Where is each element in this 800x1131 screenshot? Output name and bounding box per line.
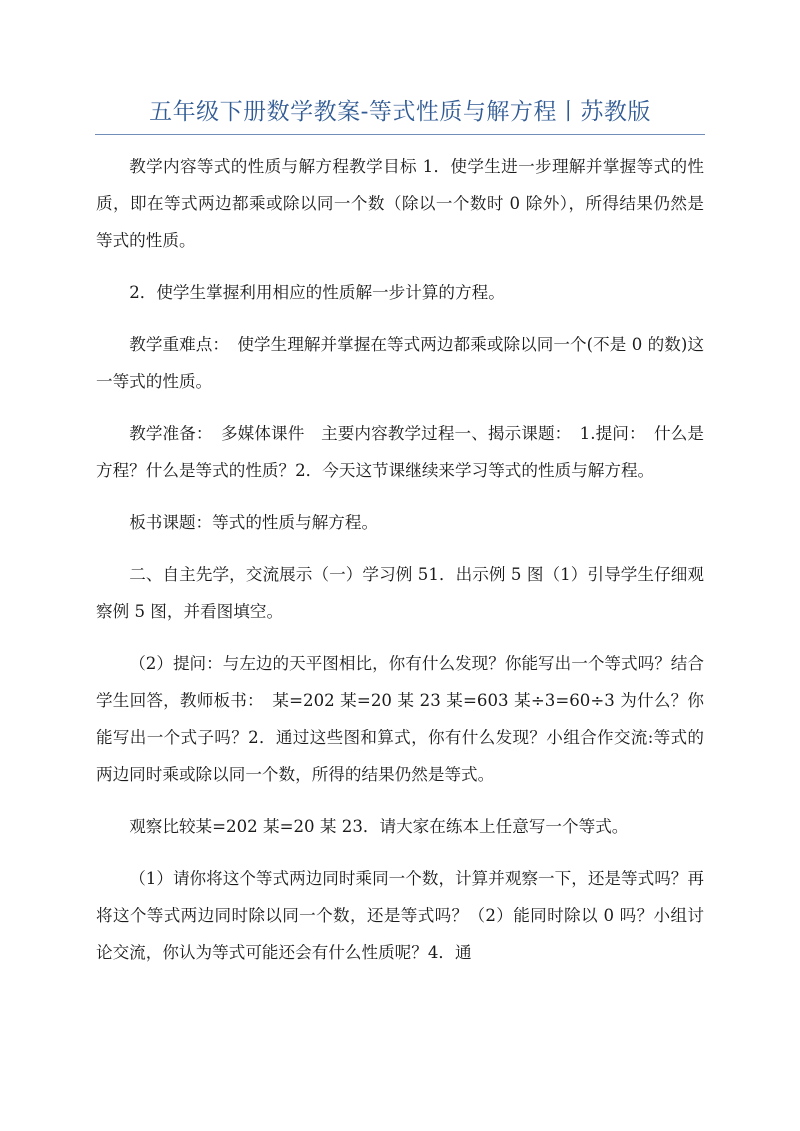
paragraph-2: 2．使学生掌握利用相应的性质解一步计算的方程。 bbox=[129, 283, 505, 302]
document-body bbox=[96, 148, 704, 986]
paragraph-6: 二、自主先学，交流展示（一）学习例 51．出示例 5 图（1）引导学生仔细观察例 5 图，并看图填空。 bbox=[96, 565, 704, 621]
paragraph-9: （1）请你将这个等式两边同时乘同一个数，计算并观察一下，还是等式吗？再将这个等式两边同时除以同一个数，还是等式吗？（2）能同时除以 0 吗？小组讨论交流，你认为等式可能还会有什么性质呢？4．通 bbox=[96, 869, 704, 962]
paragraph-7: （2）提问：与左边的天平图相比，你有什么发现？你能写出一个等式吗？结合学生回答，教师板书： 某=202 某=20 某 23 某=603 某÷3=60÷3 为什么？你能写出一个式子吗？2．通过这些图和算式，你有什么发现？小组合作交流:等式的两边同时乘或除以同一个数，所得的结果仍然是等式。 bbox=[96, 654, 704, 784]
paragraph-3: 教学重难点： 使学生理解并掌握在等式两边都乘或除以同一个(不是 0 的数)这一等式的性质。 bbox=[96, 335, 704, 391]
paragraph-8: 观察比较某=202 某=20 某 23．请大家在练本上任意写一个等式。 bbox=[129, 817, 629, 836]
paragraph-1: 教学内容等式的性质与解方程教学目标 1．使学生进一步理解并掌握等式的性质，即在等式两边都乘或除以同一个数（除以一个数时 0 除外），所得结果仍然是等式的性质。 bbox=[96, 157, 704, 250]
paragraph-5: 板书课题：等式的性质与解方程。 bbox=[129, 513, 379, 532]
paragraph-4: 教学准备： 多媒体课件 主要内容教学过程一、揭示课题： 1.提问： 什么是方程？什么是等式的性质？2．今天这节课继续来学习等式的性质与解方程。 bbox=[96, 424, 704, 480]
title-divider bbox=[95, 134, 705, 135]
document-title: 五年级下册数学教案-等式性质与解方程丨苏教版 bbox=[149, 99, 651, 125]
